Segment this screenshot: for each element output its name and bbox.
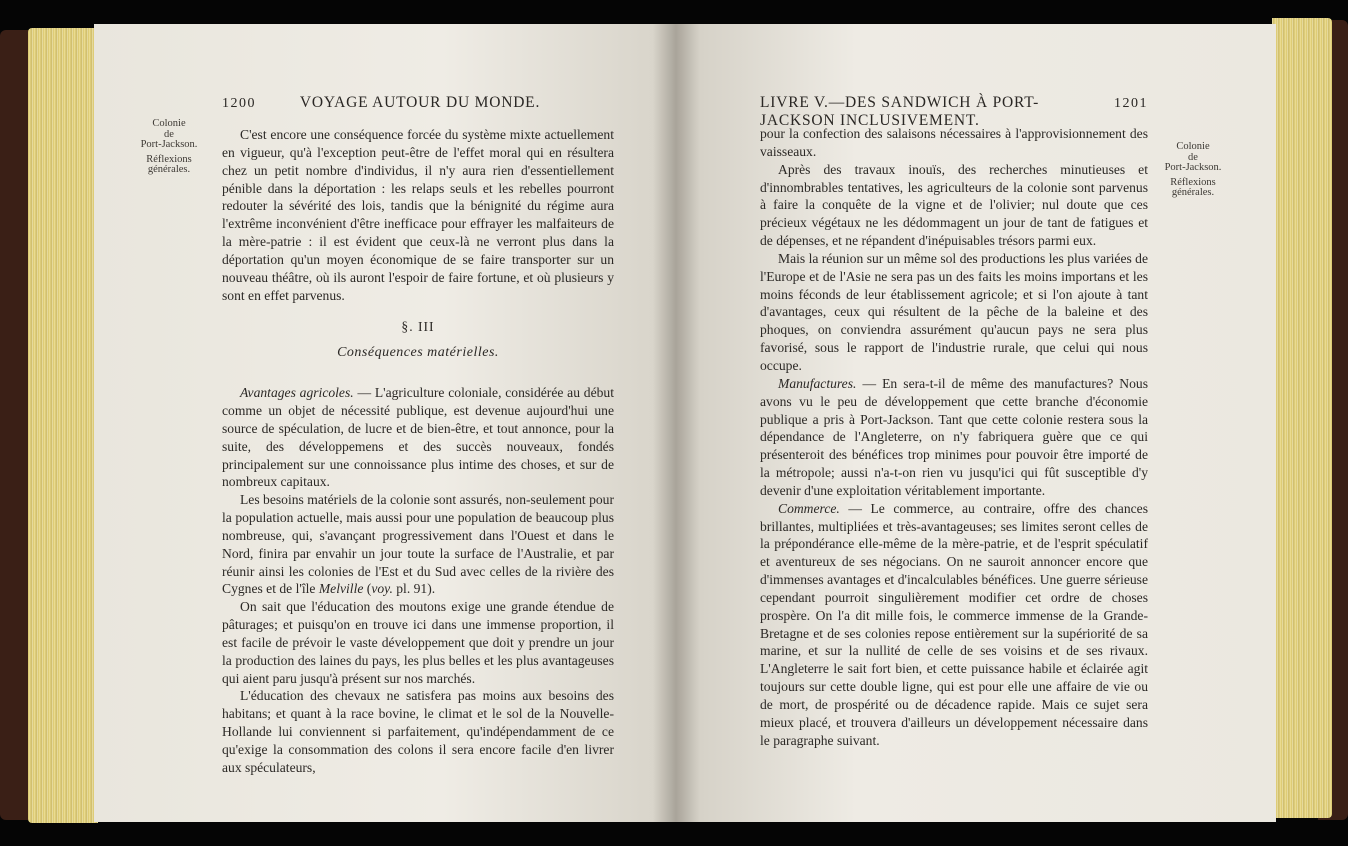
right-page-number: 1201: [1114, 96, 1148, 111]
right-body-text: [760, 109, 1148, 750]
left-running-title: VOYAGE AUTOUR DU MONDE.: [299, 94, 541, 111]
left-page: [94, 24, 676, 822]
page-edges-right: [1272, 18, 1332, 818]
left-margin-note: Colonie de Port-Jackson. Réflexions générales.: [140, 118, 198, 175]
paragraph-lead: Commerce.: [778, 500, 840, 516]
paragraph: On sait que l'éducation des moutons exige une grande étendue de pâturages; et puisqu'on en trouve ici dans une immense proportion, il est facile de prévoir le vaste développement que doit y prendre un jour la production des laines du pays, les plus belles et les plus avantageuses qui aient paru jusqu'à présent sur nos marchés.: [222, 599, 614, 686]
paragraph-lead: Manufactures.: [778, 375, 857, 391]
right-running-title: LIVRE V.—DES SANDWICH À PORT-JACKSON INCLUSIVEMENT.: [760, 94, 1040, 129]
paragraph: Avantages agricoles. — L'agriculture coloniale, considérée au début comme un objet de nécessité publique, est devenue aujourd'hui une source de spéculation, de lucre et de bien-être, et tout annonce, pour la suite, des développemens et des succès nouveaux, fondés principalement sur une connoissance plus intime des choses, et sur de nombreux capitaux.: [222, 385, 614, 490]
paragraph-lead: Avantages agricoles.: [240, 385, 354, 401]
section-number: §. III: [401, 319, 435, 335]
paragraph: Commerce. — Le commerce, au contraire, offre des chances brillantes, multipliées et très-avantageuses; ses limites seront celles de la prépondérance elle-même de la mère-patrie, et de l'esprit spéculatif et aventureux de ses négocians. On ne sauroit annoncer encore que d'immenses avantages et d'incalculables bénéfices. Une guerre sérieuse cependant pourroit singulièrement modifier cet ordre de choses prospère. On l'a dit mille fois, le commerce immense de la Grande-Bretagne et de ses colonies repose entièrement sur la supériorité de sa marine, et sur la nullité de celle de ses voisins et de ses rivaux. L'Angleterre le sait fort bien, et cette puissance habile et éclairée agit toujours sur cette double ligne, qui est pour elle une affaire de vie ou de mort, de prospérité ou de décadence rapide. Mais ce sujet sera mieux placé, et trouvera d'ailleurs un développement nécessaire dans le paragraphe suivant.: [760, 500, 1148, 748]
paragraph: pour la confection des salaisons nécessaires à l'approvisionnement des vaisseaux.: [760, 126, 1148, 159]
paragraph: Après des travaux inouïs, des recherches minutieuses et d'innombrables tentatives, les agriculteurs de la colonie sont parvenus à faire la conquête de la vigne et de l'olivier; nul doute que ces précieux végétaux ne les dédommagent un jour de tant de fatigues et de dépenses, et ne répandent d'inépuisables trésors parmi eux.: [760, 161, 1148, 249]
page-edges-left: [28, 28, 98, 823]
left-body-text: [222, 110, 614, 777]
left-page-number: 1200: [222, 96, 256, 111]
paragraph: Manufactures. — En sera-t-il de même des manufactures? Nous avons vu le peu de développement que cette branche d'économie publique a pris à Port-Jackson. Tant que cette colonie restera sous la dépendance de l'Angleterre, on n'y fabriquera guère que ce qui présenteroit des bénéfices trop minimes pour pouvoir être importé de la métropole; aussi n'a-t-on rien vu jusqu'ici qui fût susceptible d'y devenir d'une exploitation véritablement importante.: [760, 375, 1148, 498]
right-page: [676, 24, 1276, 822]
paragraph: L'éducation des chevaux ne satisfera pas moins aux besoins des habitans; et quant à la race bovine, le climat et le sol de la Nouvelle-Hollande lui conviennent si parfaitement, qu'indépendamment de ce qu'exige la consommation des colons il sera encore facile d'en livrer aux spéculateurs,: [222, 688, 614, 775]
paragraph: Les besoins matériels de la colonie sont assurés, non-seulement pour la population actuelle, mais aussi pour une population de beaucoup plus nombreuse, qui, s'avançant progressivement dans l'Ouest et dans le Nord, finira par envahir un jour toute la surface de l'Australie, et par réunir ainsi les colonies de l'Est et du Sud avec celles de la rivière des Cygnes et de l'île Melville (voy. pl. 91).: [222, 492, 614, 597]
paragraph: C'est encore une conséquence forcée du système mixte actuellement en vigueur, qu'à l'exception peut-être de l'effet moral qui en résultera chez un petit nombre d'individus, il n'y aura rien d'essentiellement pénible dans la déportation : les relaps seuls et les rebelles pourront redouter la sévérité des lois, tandis que la bénignité du régime aura l'extrême inconvénient d'être inefficace pour effrayer les malfaiteurs de la mère-patrie : il est évident que ceux-là ne verront plus dans la déportation qu'un moyen économique de se faire transporter sur un nouveau théâtre, où ils auront l'espoir de faire fortune, et où plusieurs y sont en effet parvenus.: [222, 127, 614, 303]
section-title: Conséquences matérielles.: [337, 345, 499, 361]
paragraph: Mais la réunion sur un même sol des productions les plus variées de l'Europe et de l'Asie ne sera pas un des faits les moins importans et les moins féconds de leur établissement agricole; et si l'on ajoute à tant d'avantages, ceux qui résultent de la pêche de la baleine et des phoques, on conviendra assurément qu'aucun pays ne sera plus favorisé, sous le rapport de l'industrie rurale, que celui qui nous occupe.: [760, 250, 1148, 373]
right-margin-note: Colonie de Port-Jackson. Réflexions générales.: [1164, 141, 1222, 198]
